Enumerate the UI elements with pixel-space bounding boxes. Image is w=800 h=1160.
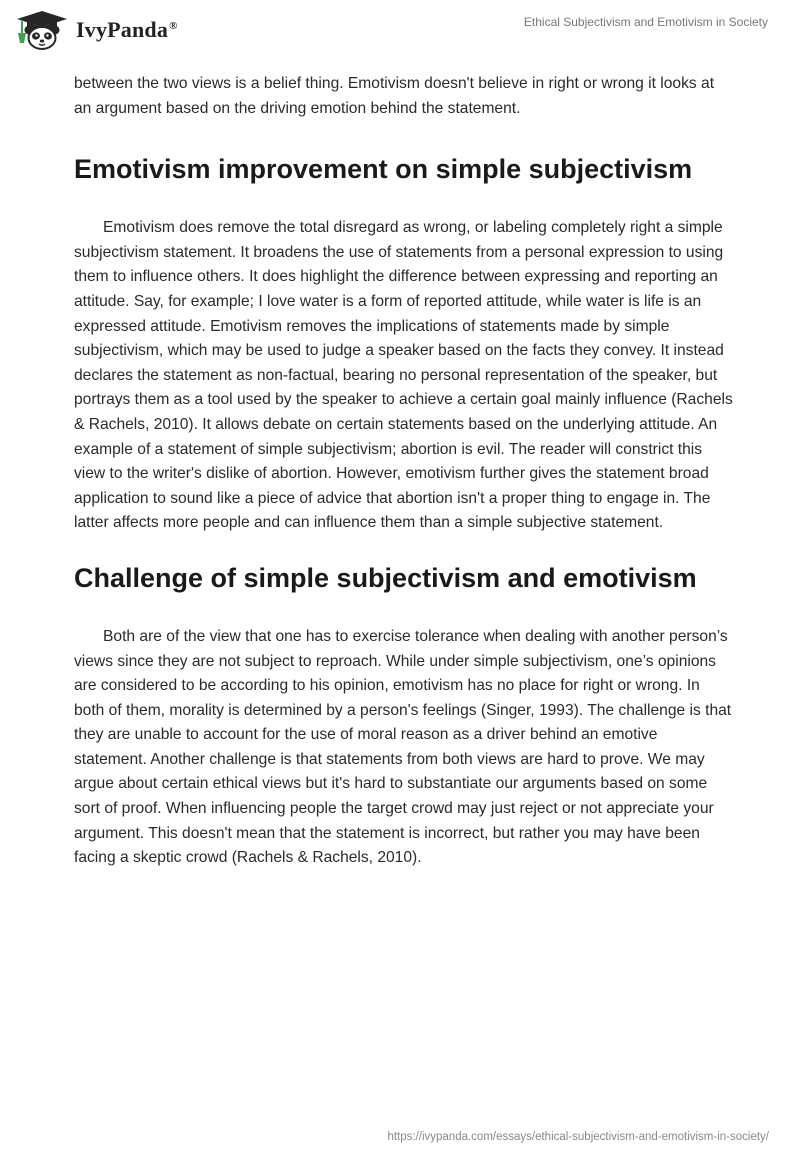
section-heading-challenge: Challenge of simple subjectivism and emotivism xyxy=(74,562,697,593)
document-title: Ethical Subjectivism and Emotivism in Society xyxy=(523,15,768,29)
ivypanda-logo[interactable] xyxy=(14,10,178,50)
essay-content xyxy=(74,72,734,871)
intro-paragraph: between the two views is a belief thing. Emotivism doesn't believe in right or wrong it looks at an argument based on the driving emotion behind the statement. xyxy=(74,75,715,117)
section-body-challenge: Both are of the view that one has to exercise tolerance when dealing with another person’s views since they are not subject to reproach. While under simple subjectivism, one’s opinions are considered to be according to his opinion, emotivism has no place for right or wrong. In both of them, morality is determined by a person's feelings (Singer, 1993). The challenge is that they are unable to account for the use of moral reason as a driver behind an emotive statement. Another challenge is that statements from both views are hard to prove. We may argue about certain ethical views but it's hard to substantiate our arguments based on some sort of proof. When influencing people the target crowd may just reject or not appreciate your argument. This doesn't mean that the statement is incorrect, but rather you may have been facing a skeptic crowd (Rachels & Rachels, 2010). xyxy=(74,627,732,867)
panda-graduation-cap-icon xyxy=(14,10,70,50)
brand-name: IvyPanda® xyxy=(76,17,178,42)
section-heading-emotivism-improvement: Emotivism improvement on simple subjectivism xyxy=(74,154,693,185)
section-body-emotivism-improvement: Emotivism does remove the total disregard as wrong, or labeling completely right a simple subjectivism statement. It broadens the use of statements from a personal expression to using them to influence others. It does highlight the difference between expressing and reporting an attitude. Say, for example; I love water is a form of reported attitude, while water is life is an expressed attitude. Emotivism removes the implications of statements made by simple subjectivism, which may be used to judge a speaker based on the facts they convey. It instead declares the statement as non-factual, bearing no personal representation of the speaker, but portrays them as a tool used by the speaker to achieve a certain goal mainly influence (Rachels & Rachels, 2010). It allows debate on certain statements based on the underlying attitude. An example of a statement of simple subjectivism; abortion is evil. The reader will constrict this view to the writer's dislike of abortion. However, emotivism further gives the statement broad application to sound like a piece of advice that abortion isn't a proper thing to engage in. The latter affects more people and can influence them than a simple subjective statement. xyxy=(74,219,733,532)
registered-mark: ® xyxy=(169,19,178,32)
source-url-link[interactable]: https://ivypanda.com/essays/ethical-subjectivism-and-emotivism-in-society/ xyxy=(387,1131,769,1143)
